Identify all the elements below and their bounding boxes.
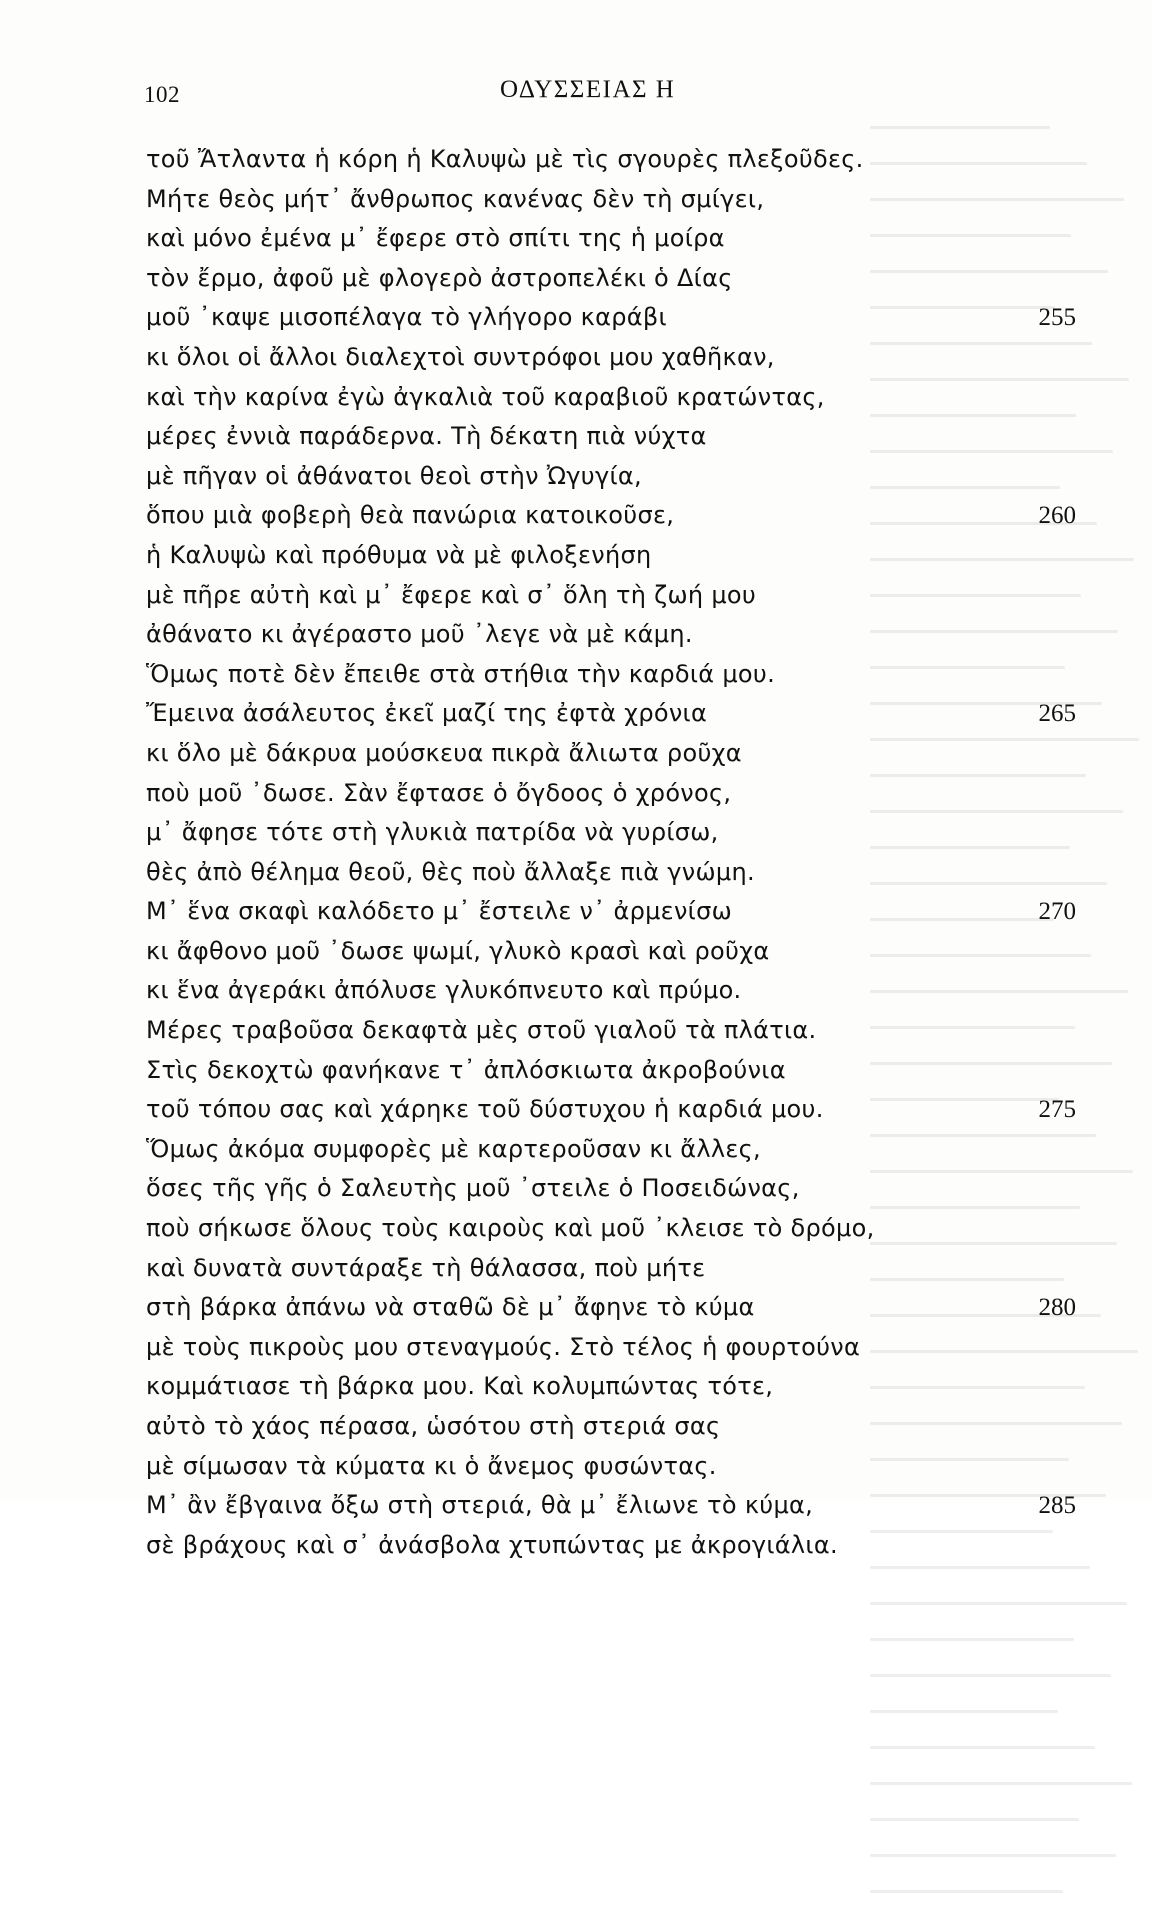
verse-line bbox=[146, 774, 1076, 814]
verse-text: ἀθάνατο κι ἀγέραστο μοῦ ᾽λεγε νὰ μὲ κάμη. bbox=[146, 620, 693, 649]
verse-line bbox=[146, 378, 1076, 418]
line-number: 275 bbox=[1038, 1096, 1076, 1124]
verse-text: καὶ μόνο ἐμένα μ᾽ ἔφερε στὸ σπίτι της ἡ μοίρα bbox=[146, 224, 725, 253]
verse-line bbox=[146, 180, 1076, 220]
verse-text: κι ὅλοι οἱ ἄλλοι διαλεχτοὶ συντρόφοι μου χαθῆκαν, bbox=[146, 342, 775, 371]
line-number: 255 bbox=[1038, 304, 1076, 332]
verse-text: Μέρες τραβοῦσα δεκαφτὰ μὲς στοῦ γιαλοῦ τὰ πλάτια. bbox=[146, 1016, 817, 1045]
verse-line bbox=[146, 971, 1076, 1011]
verse-text: θὲς ἀπὸ θέλημα θεοῦ, θὲς ποὺ ἄλλαξε πιὰ γνώμη. bbox=[146, 857, 755, 886]
show-through-row bbox=[870, 1854, 1152, 1879]
verse-line bbox=[146, 338, 1076, 378]
verse-line bbox=[146, 1051, 1076, 1091]
verse-text: Μ᾽ ἂν ἔβγαινα ὄξω στὴ στεριά, θὰ μ᾽ ἔλιωνε τὸ κύμα, bbox=[146, 1491, 814, 1520]
verse-line bbox=[146, 417, 1076, 457]
line-number: 260 bbox=[1038, 502, 1076, 530]
verse-line bbox=[146, 615, 1076, 655]
verse-line bbox=[146, 140, 1076, 180]
verse-line bbox=[146, 457, 1076, 497]
line-number: 280 bbox=[1038, 1294, 1076, 1322]
show-through-row bbox=[870, 1890, 1152, 1915]
verse-line bbox=[146, 1407, 1076, 1447]
verse-text: τὸν ἔρμο, ἀφοῦ μὲ φλογερὸ ἀστροπελέκι ὁ Δίας bbox=[146, 263, 733, 292]
page-number: 102 bbox=[144, 82, 180, 107]
verse-line bbox=[146, 1169, 1076, 1209]
verse-line bbox=[146, 1328, 1076, 1368]
verse-line bbox=[146, 259, 1076, 299]
verse-text: Στὶς δεκοχτὼ φανήκανε τ᾽ ἀπλόσκιωτα ἀκροβούνια bbox=[146, 1055, 786, 1084]
verse-line bbox=[146, 853, 1076, 893]
verse-line bbox=[146, 655, 1076, 695]
verse-text: τοῦ Ἄτλαντα ἡ κόρη ἡ Καλυψὼ μὲ τὶς σγουρὲς πλεξοῦδες. bbox=[146, 145, 864, 173]
show-through-row bbox=[870, 1638, 1152, 1663]
verse-line bbox=[146, 1486, 1076, 1526]
line-number: 270 bbox=[1038, 898, 1076, 926]
verse-line bbox=[146, 734, 1076, 774]
verse-line bbox=[146, 298, 1076, 338]
verse-line bbox=[146, 1249, 1076, 1289]
verse-line bbox=[146, 1526, 1076, 1566]
verse-text: Ἔμεινα ἀσάλευτος ἐκεῖ μαζί της ἐφτὰ χρόνια bbox=[146, 699, 708, 728]
verse-line bbox=[146, 892, 1076, 932]
verse-text: Μ᾽ ἕνα σκαφὶ καλόδετο μ᾽ ἔστειλε ν᾽ ἀρμενίσω bbox=[146, 897, 732, 926]
verse-line bbox=[146, 1288, 1076, 1328]
verse-text: μὲ τοὺς πικροὺς μου στεναγμούς. Στὸ τέλος ἡ φουρτούνα bbox=[146, 1332, 861, 1361]
verse-text: κι ἕνα ἀγεράκι ἀπόλυσε γλυκόπνευτο καὶ πρύμο. bbox=[146, 976, 742, 1005]
show-through-row bbox=[870, 1818, 1152, 1843]
verse-text: μοῦ ᾽καψε μισοπέλαγα τὸ γλήγορο καράβι bbox=[146, 303, 667, 332]
show-through-row bbox=[870, 1602, 1152, 1627]
show-through-row bbox=[870, 1782, 1152, 1807]
verse-text: μ᾽ ἄφησε τότε στὴ γλυκιὰ πατρίδα νὰ γυρίσω, bbox=[146, 818, 719, 847]
page-header bbox=[0, 72, 1152, 112]
verse-text: ποὺ μοῦ ᾽δωσε. Σὰν ἔφτασε ὁ ὄγδοος ὁ χρόνος, bbox=[146, 778, 732, 807]
verse-text: καὶ τὴν καρίνα ἐγὼ ἀγκαλιὰ τοῦ καραβιοῦ κρατώντας, bbox=[146, 382, 825, 411]
verse-text: ἡ Καλυψὼ καὶ πρόθυμα νὰ μὲ φιλοξενήση bbox=[146, 540, 652, 569]
show-through-row bbox=[870, 1710, 1152, 1735]
verse-line bbox=[146, 1130, 1076, 1170]
verse-line bbox=[146, 536, 1076, 576]
verse-text: Ὅμως ποτὲ δὲν ἔπειθε στὰ στήθια τὴν καρδιά μου. bbox=[146, 659, 775, 688]
show-through-row bbox=[870, 1746, 1152, 1771]
verse-text: μέρες ἐννιὰ παράδερνα. Τὴ δέκατη πιὰ νύχτα bbox=[146, 422, 707, 451]
verse-text: ὅπου μιὰ φοβερὴ θεὰ πανώρια κατοικοῦσε, bbox=[146, 501, 675, 530]
verse-line bbox=[146, 813, 1076, 853]
verse-line bbox=[146, 1090, 1076, 1130]
verse-line bbox=[146, 1447, 1076, 1487]
verse-line bbox=[146, 219, 1076, 259]
line-number: 265 bbox=[1038, 700, 1076, 728]
verse-line bbox=[146, 496, 1076, 536]
verse-text: στὴ βάρκα ἀπάνω νὰ σταθῶ δὲ μ᾽ ἄφηνε τὸ κύμα bbox=[146, 1293, 755, 1322]
verse-text: μὲ πῆγαν οἱ ἀθάνατοι θεοὶ στὴν Ὠγυγία, bbox=[146, 461, 642, 490]
verse-text: τοῦ τόπου σας καὶ χάρηκε τοῦ δύστυχου ἡ καρδιά μου. bbox=[146, 1095, 824, 1124]
verse-line bbox=[146, 932, 1076, 972]
verse-text: ποὺ σήκωσε ὅλους τοὺς καιροὺς καὶ μοῦ ᾽κλεισε τὸ δρόμο, bbox=[146, 1214, 875, 1243]
verse-text: μὲ πῆρε αὐτὴ καὶ μ᾽ ἔφερε καὶ σ᾽ ὅλη τὴ ζωή μου bbox=[146, 580, 757, 609]
verse-text: καὶ δυνατὰ συντάραξε τὴ θάλασσα, ποὺ μήτε bbox=[146, 1253, 706, 1282]
show-through-row bbox=[870, 1566, 1152, 1591]
verse-text: Μήτε θεὸς μήτ᾽ ἄνθρωπος κανένας δὲν τὴ σμίγει, bbox=[146, 184, 765, 213]
verse-text: σὲ βράχους καὶ σ᾽ ἀνάσβολα χτυπώντας με ἀκρογιάλια. bbox=[146, 1530, 838, 1559]
verse-text: Ὅμως ἀκόμα συμφορὲς μὲ καρτεροῦσαν κι ἄλλες, bbox=[146, 1134, 761, 1163]
verse-line bbox=[146, 1209, 1076, 1249]
verse-line bbox=[146, 1367, 1076, 1407]
verse-text: ὅσες τῆς γῆς ὁ Σαλευτὴς μοῦ ᾽στειλε ὁ Ποσειδώνας, bbox=[146, 1174, 800, 1203]
poem-text bbox=[146, 140, 1076, 1565]
verse-text: μὲ σίμωσαν τὰ κύματα κι ὁ ἄνεμος φυσώντας. bbox=[146, 1451, 717, 1480]
verse-text: αὐτὸ τὸ χάος πέρασα, ὡσότου στὴ στεριά σας bbox=[146, 1412, 721, 1440]
show-through-row bbox=[870, 1674, 1152, 1699]
verse-line bbox=[146, 694, 1076, 734]
verse-text: κομμάτιασε τὴ βάρκα μου. Καὶ κολυμπώντας τότε, bbox=[146, 1372, 774, 1401]
line-number: 285 bbox=[1038, 1492, 1076, 1520]
verse-line bbox=[146, 1011, 1076, 1051]
verse-text: κι ὅλο μὲ δάκρυα μούσκευα πικρὰ ἄλιωτα ροῦχα bbox=[146, 738, 742, 767]
verse-text: κι ἄφθονο μοῦ ᾽δωσε ψωμί, γλυκὸ κρασὶ καὶ ροῦχα bbox=[146, 936, 770, 965]
running-title: ΟΔΥΣΣΕΙΑΣ Η bbox=[500, 76, 676, 103]
verse-line bbox=[146, 576, 1076, 616]
